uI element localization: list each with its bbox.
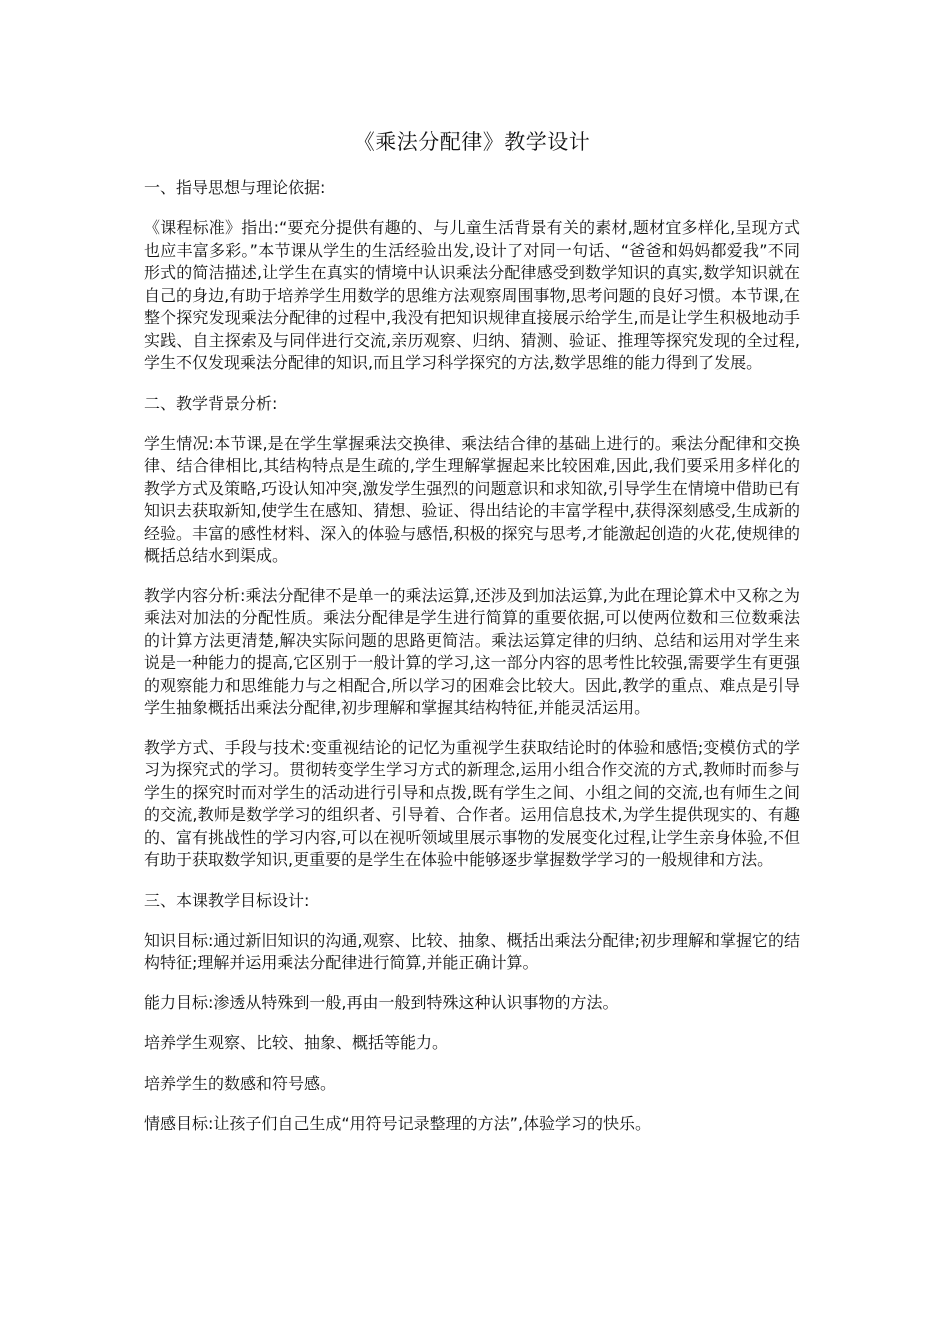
paragraph-ability-goal-observation: 培养学生观察、比较、抽象、概括等能力。 [144,1033,449,1052]
section-heading-guiding-thought: 一、指导思想与理论依据: [144,178,326,197]
paragraph-content-analysis: 教学内容分析:乘法分配律不是单一的乘法运算,还涉及到加法运算,为此在理论算术中又称之为乘法对加法的分配性质。乘法分配律是学生进行简算的重要依据,可以使两位数和三位数乘法的计算方法更清楚,解决实际问题的思路更简洁。乘法运算定律的归纳、总结和运用对学生来说是一种能力的提高,它区别于一般计算的学习,这一部分内容的思考性比较强,需要学生有更强的观察能力和思维能力与之相配合,所以学习的困难会比较大。因此,教学的重点、难点是引导学生抽象概括出乘法分配律,初步理解和掌握其结构特征,并能灵活运用。 [144,585,800,717]
paragraph-ability-goal-number-sense: 培养学生的数感和符号感。 [144,1073,337,1093]
document-body [144,126,800,1154]
paragraph-curriculum-standard: 《课程标准》指出:“要充分提供有趣的、与儿童生活背景有关的素材,题材宜多样化,呈现方式也应丰富多彩。”本节课从学生的生活经验出发,设计了对同一句话、“爸爸和妈妈都爱我”不同形式的简洁描述,让学生在真实的情境中认识乘法分配律感受到数学知识的真实,数学知识就在自己的身边,有助于培养学生用数学的思维方法观察周围事物,思考问题的良好习惯。本节课,在整个探究发现乘法分配律的过程中,我没有把知识规律直接展示给学生,而是让学生积极地动手实践、自主探索及与同伴进行交流,亲历观察、归纳、猜测、验证、推理等探究发现的全过程,学生不仅发现乘法分配律的知识,而且学习科学探究的方法,数学思维的能力得到了发展。 [144,218,800,372]
document-title: 《乘法分配律》教学设计 [353,130,591,154]
paragraph-student-situation: 学生情况:本节课,是在学生掌握乘法交换律、乘法结合律的基础上进行的。乘法分配律和交换律、结合律相比,其结构特点是生疏的,学生理解掌握起来比较困难,因此,我们要采用多样化的教学方式及策略,巧设认知冲突,激发学生强烈的问题意识和求知欲,引导学生在情境中借助已有知识去获取新知,使学生在感知、猜想、验证、得出结论的丰富学程中,获得深刻感受,生成新的经验。丰富的感性材料、深入的体验与感悟,积极的探究与思考,才能激起创造的火花,使规律的概括总结水到渠成。 [144,433,800,565]
paragraph-teaching-methods: 教学方式、手段与技术:变重视结论的记忆为重视学生获取结论时的体验和感悟;变模仿式的学习为探究式的学习。贯彻转变学生学习方式的新理念,运用小组合作交流的方式,教师时而参与学生的探究时而对学生的活动进行引导和点拨,既有学生之间、小组之间的交流,也有师生之间的交流,教师是数学学习的组织者、引导着、合作者。运用信息技术,为学生提供现实的、有趣的、富有挑战性的学习内容,可以在视听领域里展示事物的发展变化过程,让学生亲身体验,不但有助于获取数学知识,更重要的是学生在体验中能够逐步掌握数学学习的一般规律和方法。 [144,737,800,869]
section-heading-teaching-goals: 三、本课教学目标设计: [144,890,310,910]
paragraph-knowledge-goal: 知识目标:通过新旧知识的沟通,观察、比较、抽象、概括出乘法分配律;初步理解和掌握它的结构特征;理解并运用乘法分配律进行简算,并能正确计算。 [144,930,800,972]
paragraph-ability-goal: 能力目标:渗透从特殊到一般,再由一般到特殊这种认识事物的方法。 [144,992,619,1012]
paragraph-emotion-goal: 情感目标:让孩子们自己生成“用符号记录整理的方法”,体验学习的快乐。 [144,1114,652,1133]
section-heading-teaching-background: 二、教学背景分析: [144,393,278,413]
